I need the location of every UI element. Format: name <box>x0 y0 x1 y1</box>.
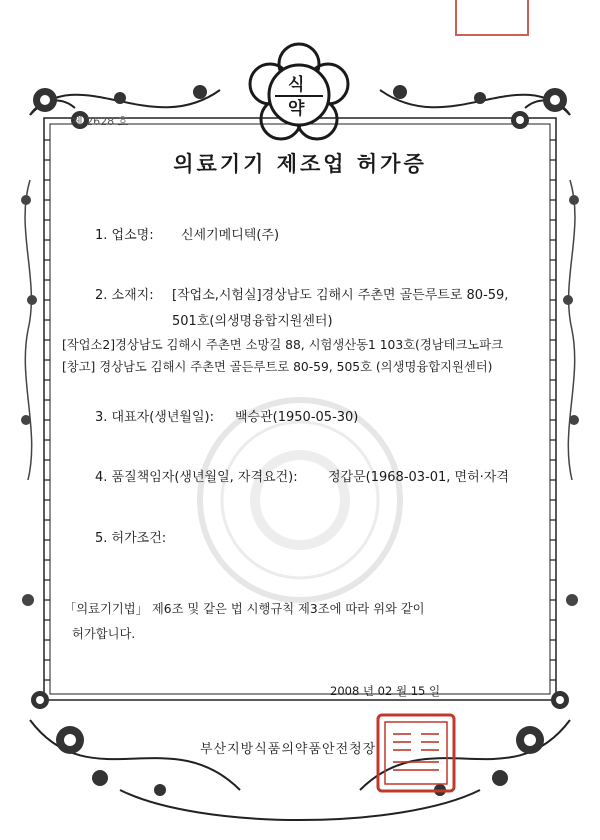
statement-line-1: 「의료기기법」 제6조 및 같은 법 시행규칙 제3조에 따라 위와 같이 <box>64 602 425 616</box>
seal-char-top: 식 <box>288 75 305 95</box>
field-2-line-4: [창고] 경상남도 김해시 주촌면 골든루트로 80-59, 505호 (의생명융합지원센터) <box>62 360 493 374</box>
field-3-label: 3. 대표자(생년월일): <box>95 410 214 425</box>
field-1-value: 신세기메디텍(주) <box>181 228 280 243</box>
field-1-label: 1. 업소명: <box>95 228 154 243</box>
watermark-emblem <box>195 395 405 605</box>
official-red-stamp <box>375 712 457 794</box>
field-2-line-3: [작업소2]경상남도 김해시 주촌면 소망길 88, 시험생산동1 103호(경남테크노파크 <box>62 338 504 352</box>
statement-line-2: 허가합니다. <box>72 627 136 641</box>
page-title: 의료기기 제조업 허가증 <box>173 152 427 176</box>
issuer-name: 부산지방식품의약품안전청장 <box>200 742 377 757</box>
corner-red-stamp <box>455 0 529 36</box>
field-2-line-2: 501호(의생명융합지원센터) <box>172 314 333 329</box>
document-number: 제 2628 호 <box>72 115 129 128</box>
field-3-value: 백승관(1950-05-30) <box>235 410 359 425</box>
issue-date: 2008 년 02 월 15 일 <box>330 684 441 698</box>
seal-char-bottom: 약 <box>288 99 305 119</box>
field-2-label: 2. 소재지: <box>95 288 154 303</box>
field-4-label: 4. 품질책임자(생년월일, 자격요건): <box>95 470 298 485</box>
bottom-vine-ornament <box>30 720 570 820</box>
field-5-label: 5. 허가조건: <box>95 531 167 546</box>
field-4-value: 정갑문(1968-03-01, 면허·자격 <box>328 470 509 485</box>
field-2-value: [작업소,시험실]경상남도 김해시 주촌면 골든루트로 80-59, <box>172 288 509 303</box>
